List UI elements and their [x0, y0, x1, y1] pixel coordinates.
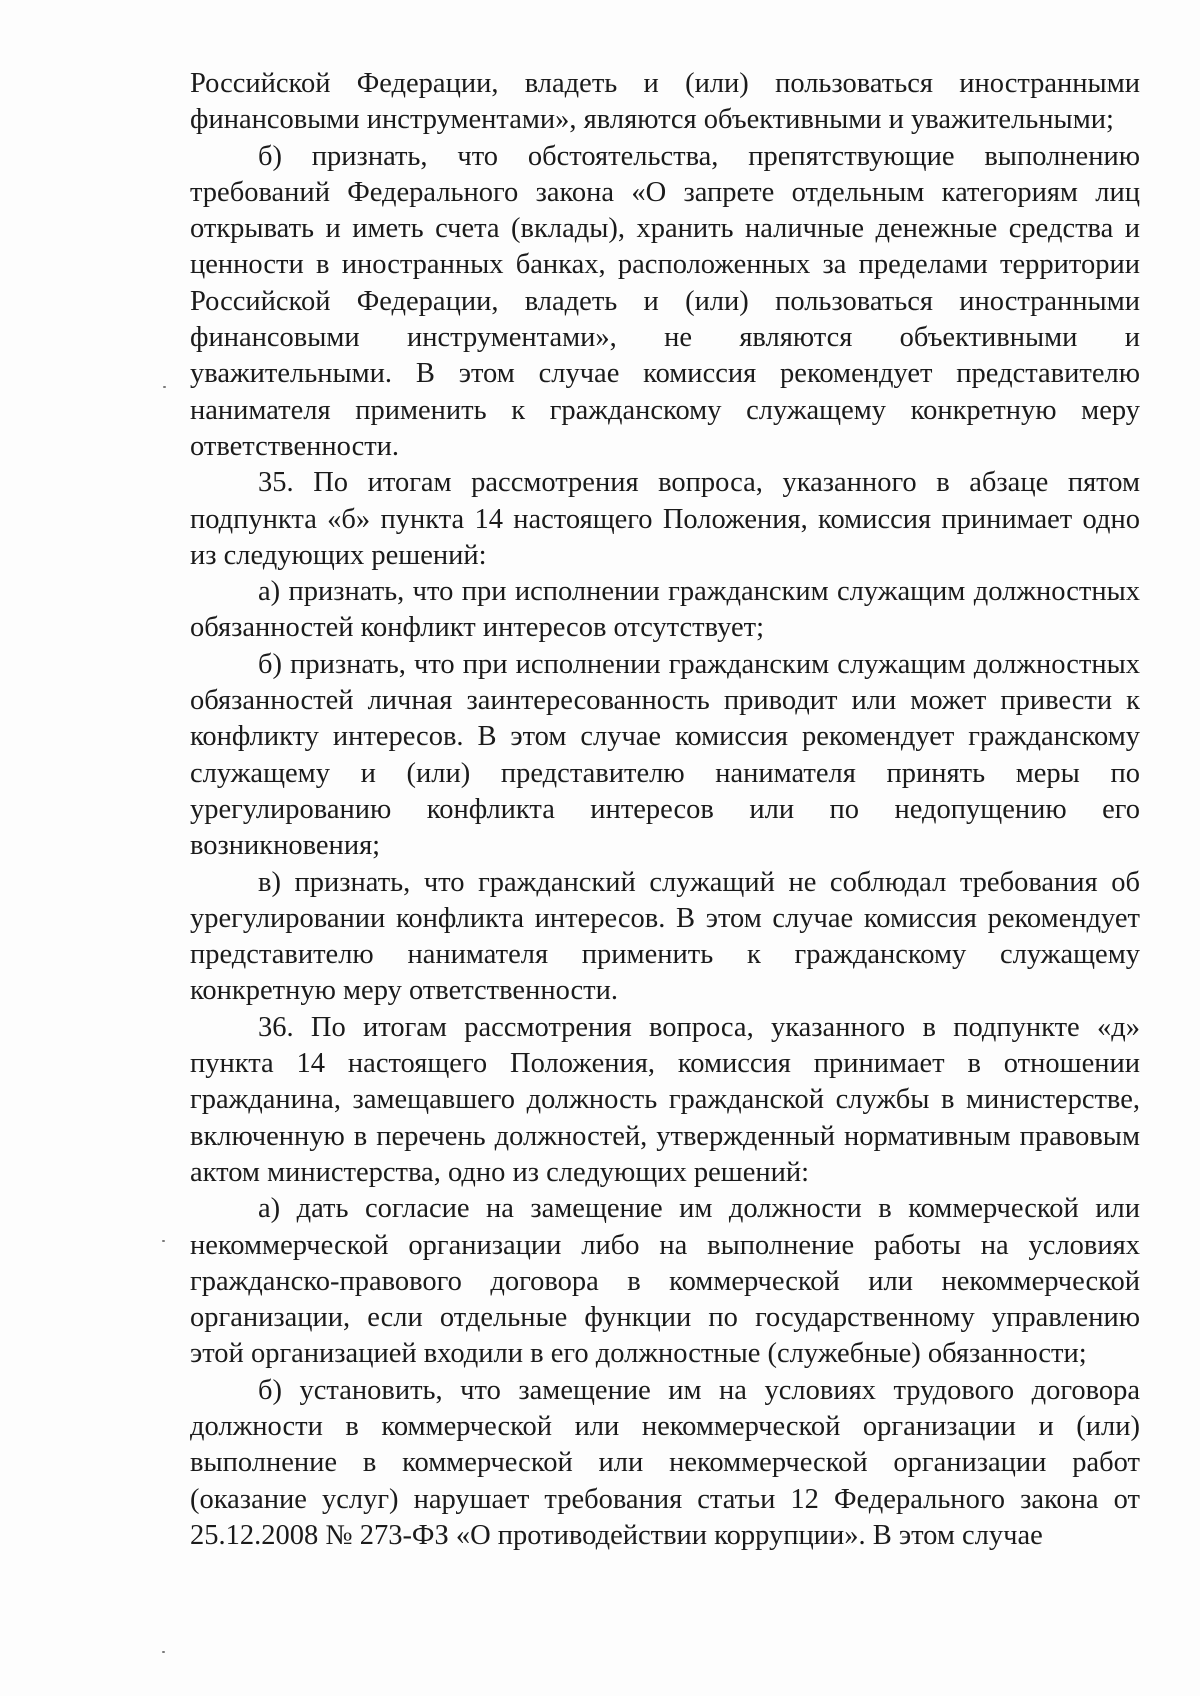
scan-speck: [162, 1651, 165, 1653]
paragraph-35: 35. По итогам рассмотрения вопроса, указанного в абзаце пятом подпункта «б» пункта 14 настоящего Положения, комиссия принимает одно из следующих решений:: [190, 467, 1140, 571]
document-body: [190, 66, 1140, 1554]
paragraph-36-b: б) установить, что замещение им на условиях трудового договора должности в коммерческой или некоммерческой организации и (или) выполнение в коммерческой или некоммерческой организации работ (оказание услуг) нарушает требования статьи 12 Федерального закона от 25.12.2008 № 273-ФЗ «О противодействии коррупции». В этом случае: [190, 1374, 1140, 1551]
scan-speck: [162, 1240, 165, 1242]
paragraph-35-c: в) признать, что гражданский служащий не соблюдал требования об урегулировании конфликта интересов. В этом случае комиссия рекомендует представителю нанимателя применить к гражданскому служащему конкретную меру ответственности.: [190, 866, 1140, 1007]
scan-speck: [163, 386, 166, 388]
paragraph-continuation: Российской Федерации, владеть и (или) пользоваться иностранными финансовыми инструментами», являются объективными и уважительными;: [190, 68, 1140, 136]
paragraph-34-b: б) признать, что обстоятельства, препятствующие выполнению требований Федерального закона «О запрете отдельным категориям лиц открывать и иметь счета (вклады), хранить наличные денежные средства и ценности в иностранных банках, расположенных за пределами территории Российской Федерации, владеть и (или) пользоваться иностранными финансовыми инструментами», не являются объективными и уважительными. В этом случае комиссия рекомендует представителю нанимателя применить к гражданскому служащему конкретную меру ответственности.: [190, 140, 1140, 462]
paragraph-36: 36. По итогам рассмотрения вопроса, указанного в подпункте «д» пункта 14 настоящего Положения, комиссия принимает в отношении гражданина, замещавшего должность гражданской службы в министерстве, включенную в перечень должностей, утвержденный нормативным правовым актом министерства, одно из следующих решений:: [190, 1011, 1140, 1188]
paragraph-36-a: а) дать согласие на замещение им должности в коммерческой или некоммерческой организации либо на выполнение работы на условиях гражданско-правового договора в коммерческой или некоммерческой организации, если отдельные функции по государственному управлению этой организацией входили в его должностные (служебные) обязанности;: [190, 1193, 1140, 1370]
paragraph-35-b: б) признать, что при исполнении гражданским служащим должностных обязанностей личная заинтересованность приводит или может привести к конфликту интересов. В этом случае комиссия рекомендует гражданскому служащему и (или) представителю нанимателя принять меры по урегулированию конфликта интересов или по недопущению его возникновения;: [190, 648, 1140, 862]
paragraph-35-a: а) признать, что при исполнении гражданским служащим должностных обязанностей конфликт интересов отсутствует;: [190, 576, 1140, 644]
